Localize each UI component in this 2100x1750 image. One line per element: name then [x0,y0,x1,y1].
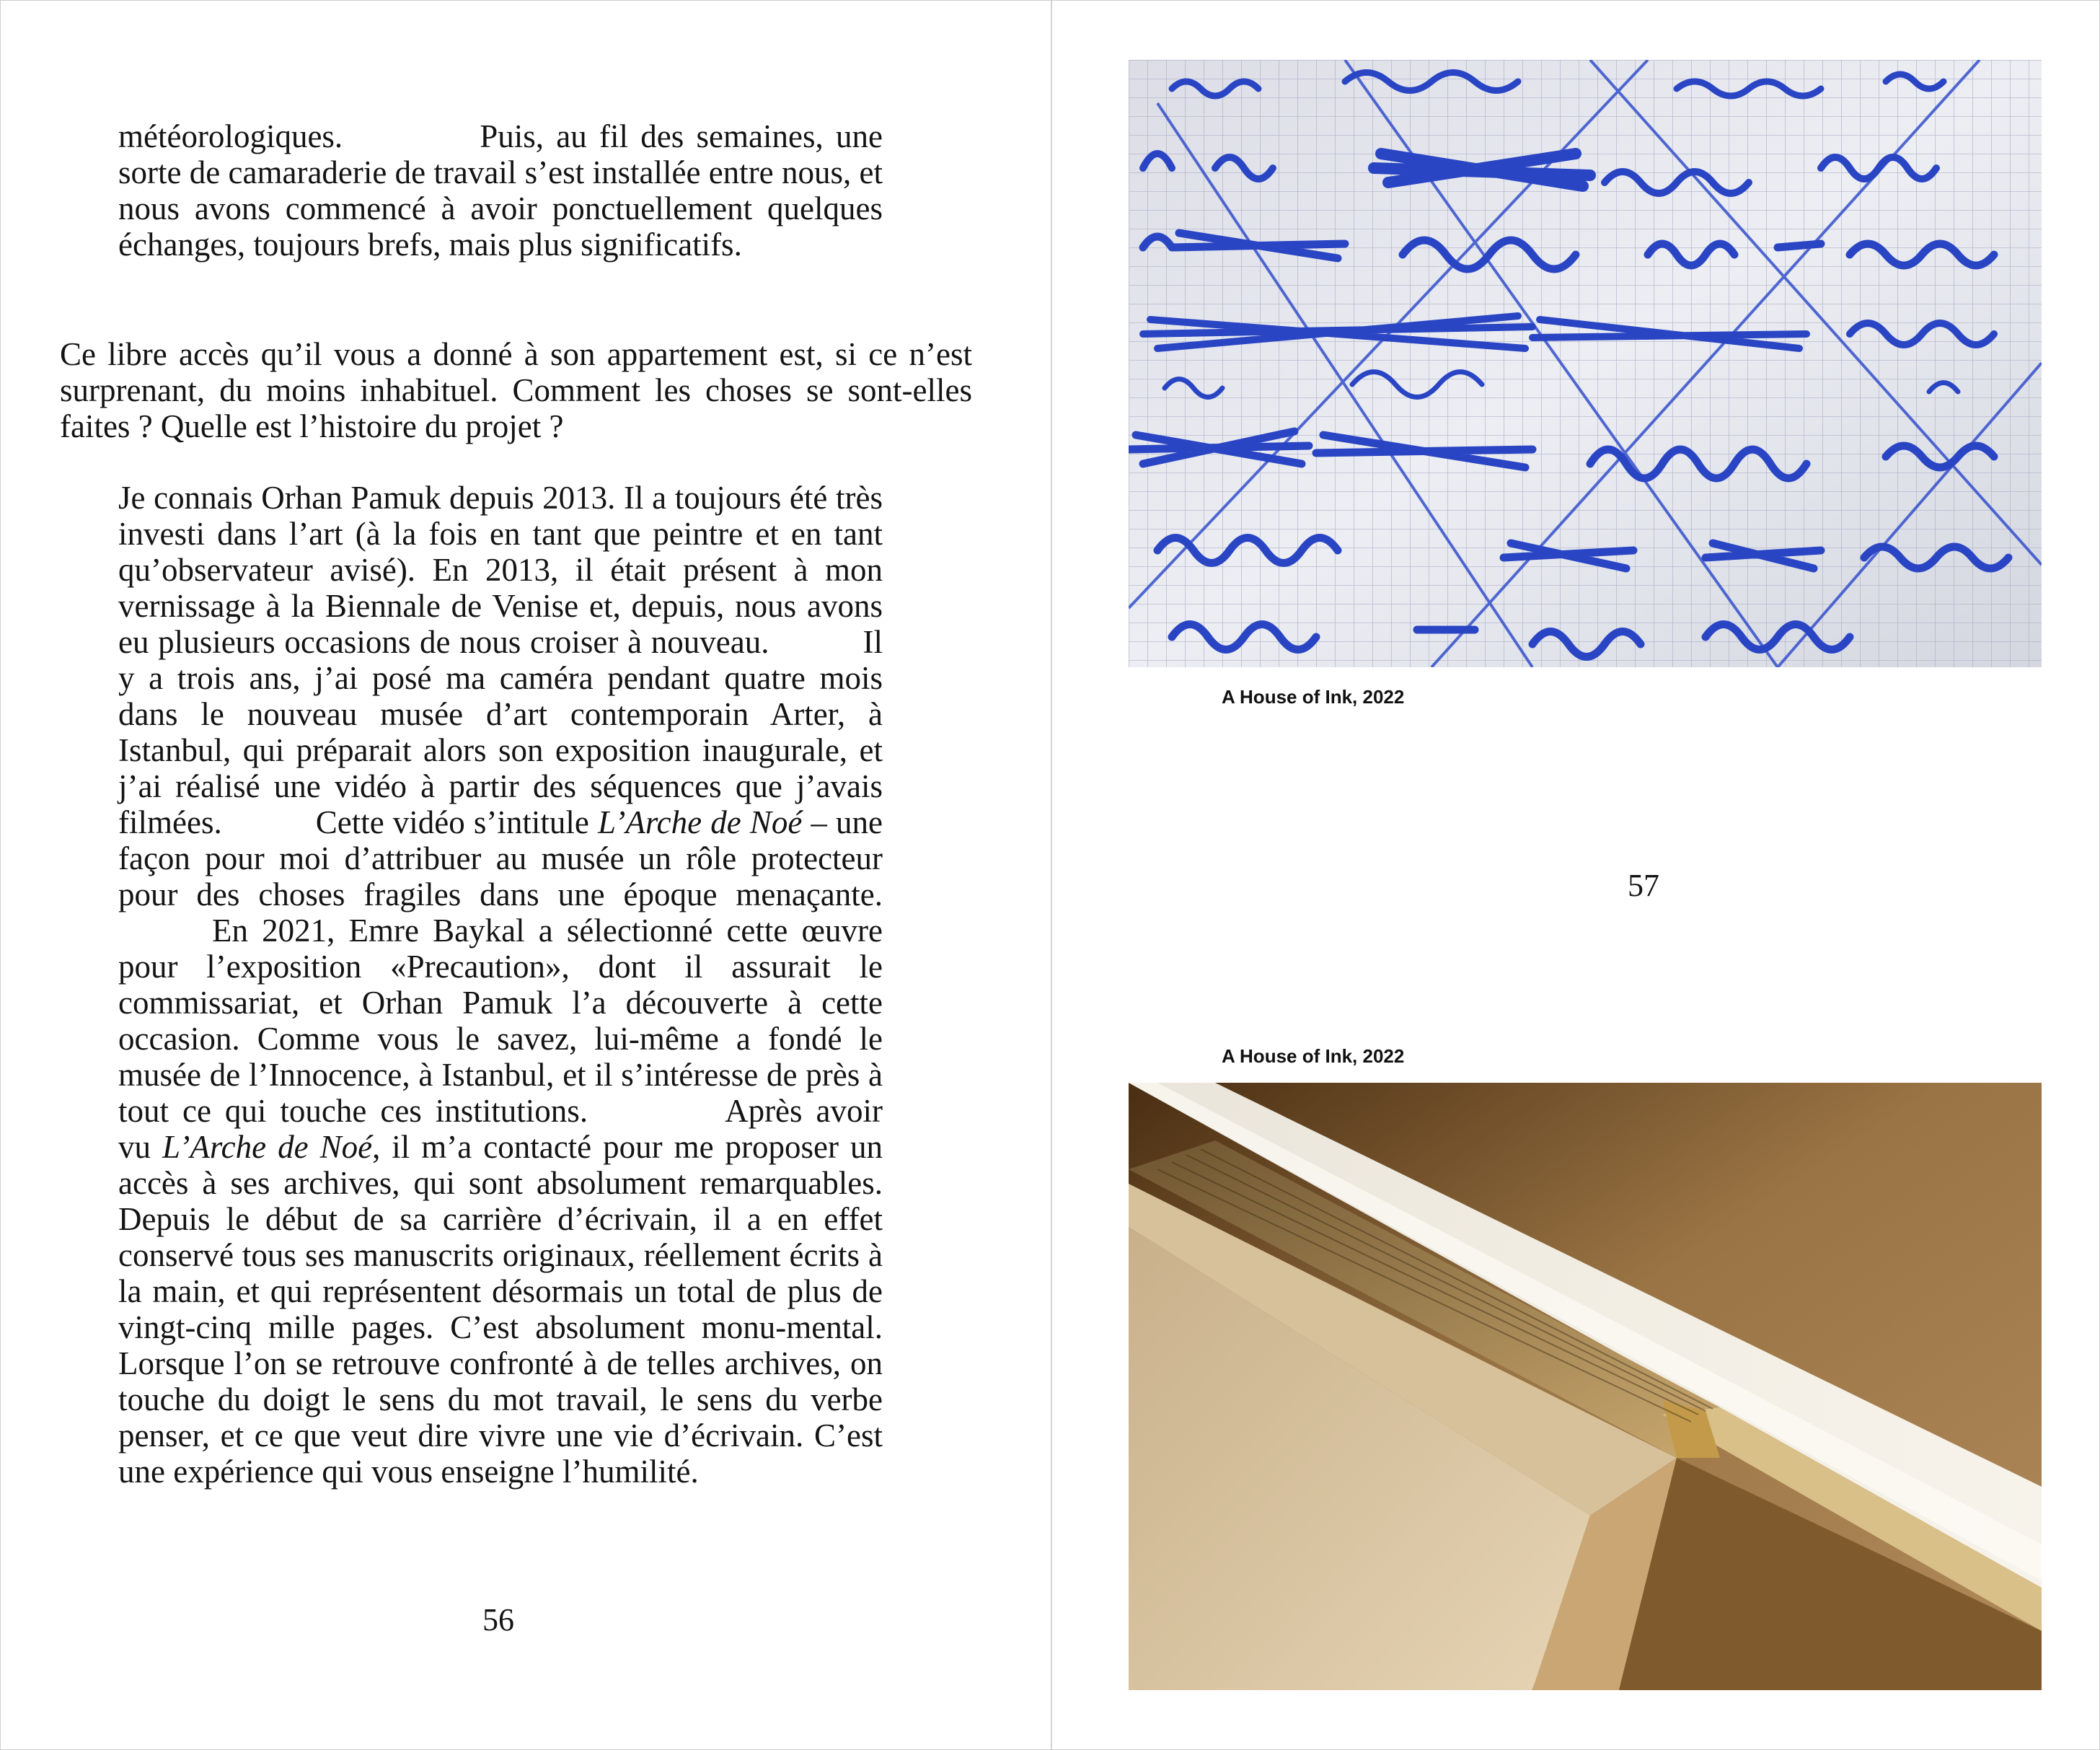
answer-sentence-4: En 2021, Emre Baykal a sélectionné cette œuvre pour l’exposition «Precaution», dont il assurait le commissariat, et Orhan Pamuk l’a découverte à cette occasion. Comme vous le savez, lui-même a fondé le musée de l’Innocence, à Istanbul, et il s’intéresse de près à tout ce qui touche ces institutions. [118,913,883,1129]
continuation-rest: Puis, au fil des semaines, une sorte de camaraderie de travail s’est installée entre nous, et nous avons commencé à avoir ponctuellement quelques échanges, toujours brefs, mais plus significatifs. [118,118,883,263]
right-page [1052,1,2099,1749]
page-number-left: 56 [482,1602,514,1637]
book-spine-image [1129,1083,2042,1690]
work-title-1: L’Arche de Noé [597,804,803,840]
answer-sentence-5a: Après avoir vu [118,1093,883,1165]
answer-sentence-1: Je connais Orhan Pamuk depuis 2013. Il a toujours été très investi dans l’art (à la fois en tant que peintre et en tant qu’observateur avisé). En 2013, il était présent à mon vernissage à la Biennale de Venise et, depuis, nous avons eu plusieurs occasions de nous croiser à nouveau. [118,480,883,660]
left-page [1,1,1051,1749]
answer-sentence-2: Il y a trois ans, j’ai posé ma caméra pendant quatre mois dans le nouveau musée d’art contemporain Arter, à Istanbul, qui préparait alors son exposition inaugurale, et j’ai réalisé une vidéo à partir des séquences que j’avais filmées. [118,624,883,840]
answer-sentence-5b: , il m’a contacté pour me proposer un accès à ses archives, qui sont absolument remarquables. Depuis le début de sa carrière d’écrivain, il a en effet conservé tous ses manuscrits originaux, réellement écrits à la main, et qui représentent désormais un total de plus de vingt-cinq mille pages. C’est absolument monu-mental. Lorsque l’on se retrouve confronté à de telles archives, on touche du doigt le sens du mot travail, le sens du verbe penser, et ce que veut dire vivre une vie d’écrivain. C’est une expérience qui vous enseigne l’humilité. [118,1129,883,1490]
manuscript-image [1129,60,2042,667]
question-text: Ce libre accès qu’il vous a donné à son appartement est, si ce n’est surprenant, du moins inhabituel. Comment les choses se sont-elles faites ? Quelle est l’histoire du projet ? [60,336,972,444]
answer-sentence-3b: – une façon pour moi d’attribuer au musée un rôle protecteur pour des choses fragiles dans une époque menaçante. [118,804,883,913]
interview-answer [118,480,883,1490]
manuscript-photo [1129,60,2042,667]
page-number-right: 57 [1628,868,1659,903]
answer-sentence-3a: Cette vidéo s’intitule [315,804,589,840]
continuation-lead: météorologiques. [118,118,343,154]
caption-bottom: A House of Ink, 2022 [1222,1045,1405,1067]
caption-top: A House of Ink, 2022 [1222,686,1405,708]
continuation-paragraph [118,118,883,263]
book-spine-photo [1129,1083,2042,1690]
interview-question [60,336,972,444]
work-title-2: L’Arche de Noé [162,1129,373,1165]
